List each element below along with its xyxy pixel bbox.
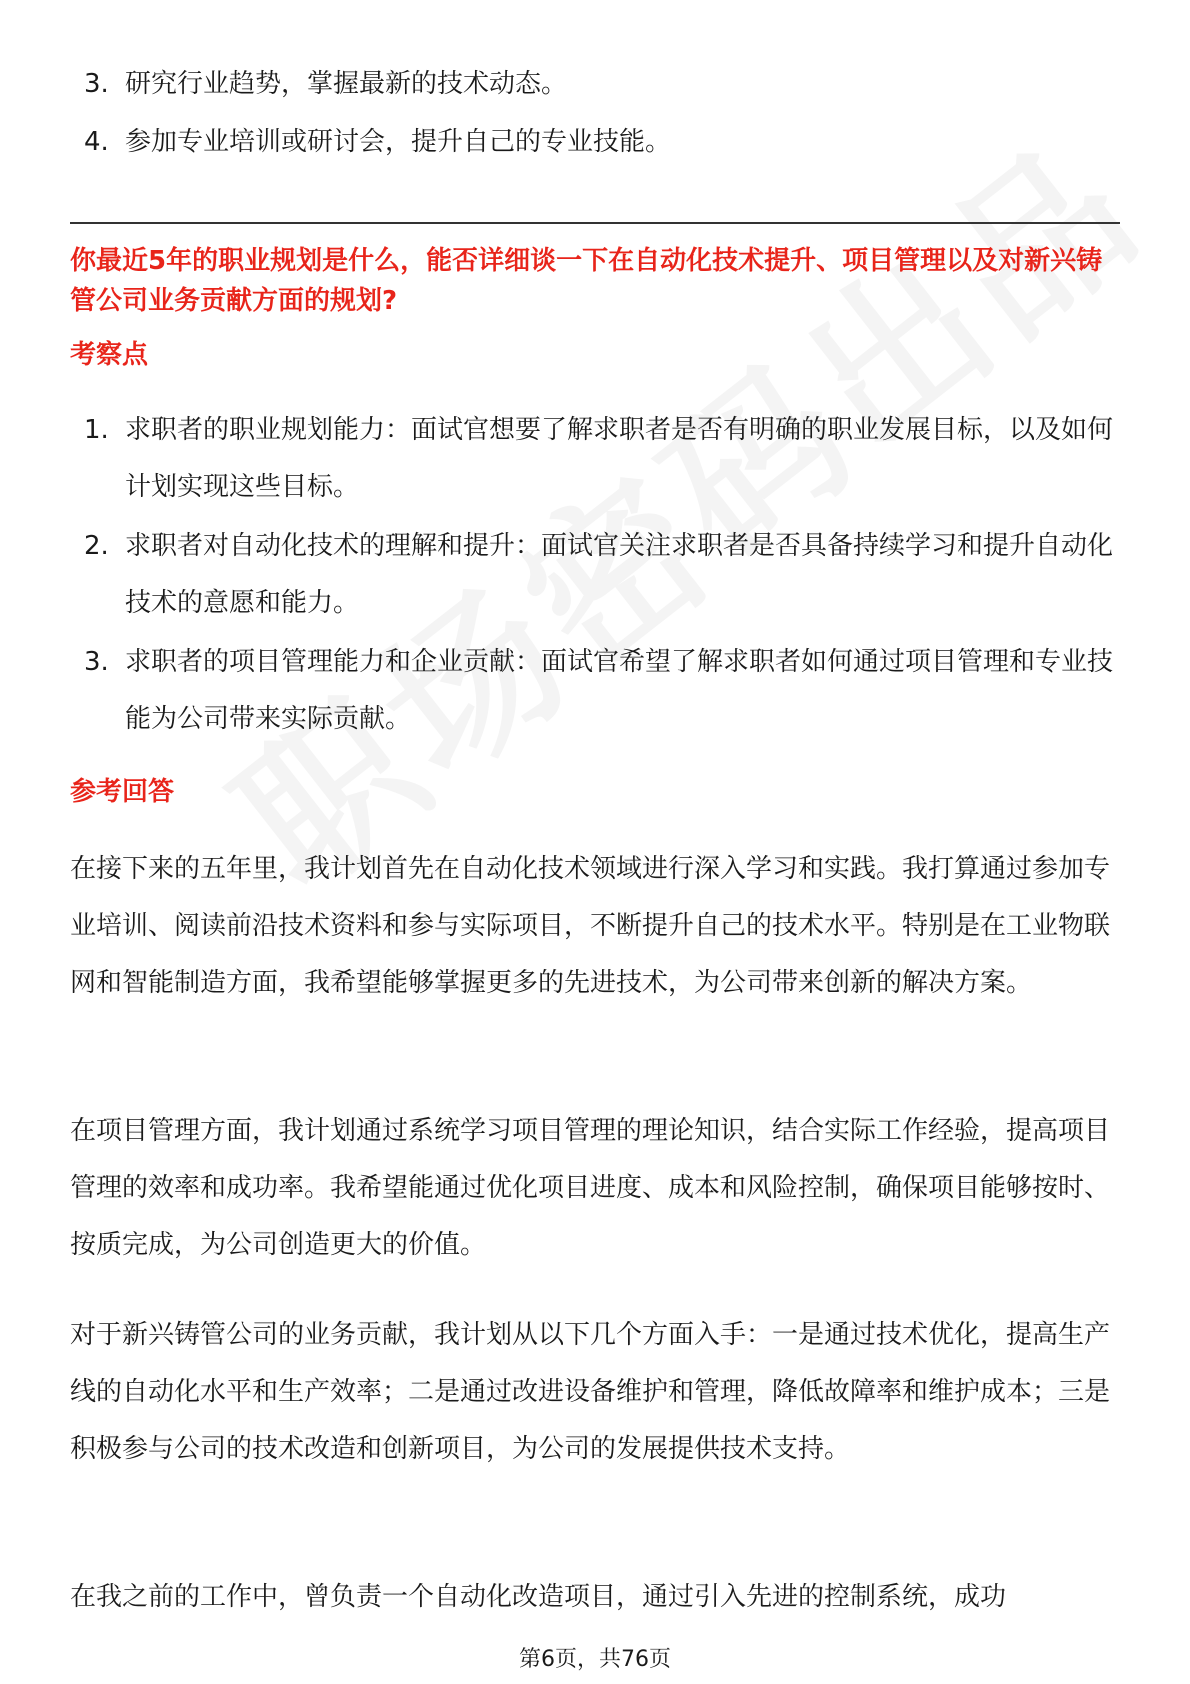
list-item	[84, 518, 1119, 632]
list-item	[84, 114, 1119, 171]
answer-paragraph: 在接下来的五年里，我计划首先在自动化技术领域进行深入学习和实践。我打算通过参加专业培训、阅读前沿技术资料和参与实际项目，不断提升自己的技术水平。特别是在工业物联网和智能制造方面，我希望能够掌握更多的先进技术，为公司带来创新的解决方案。	[70, 854, 1111, 998]
list-item	[84, 402, 1119, 516]
list-item	[84, 634, 1119, 748]
list-item	[84, 56, 1119, 113]
list-item-text: 求职者对自动化技术的理解和提升：面试官关注求职者是否具备持续学习和提升自动化技术的意愿和能力。	[125, 531, 1114, 618]
exam-points-heading: 考察点	[70, 340, 149, 370]
list-item-text: 求职者的项目管理能力和企业贡献：面试官希望了解求职者如何通过项目管理和专业技能为公司带来实际贡献。	[125, 647, 1114, 734]
exam-points-list	[84, 402, 1119, 750]
section-divider	[70, 222, 1120, 224]
list-item-text: 求职者的职业规划能力：面试官想要了解求职者是否有明确的职业发展目标，以及如何计划实现这些目标。	[125, 415, 1114, 502]
list-item-number: 2.	[84, 531, 109, 561]
reference-answer-heading: 参考回答	[70, 777, 175, 807]
answer-paragraph: 对于新兴铸管公司的业务贡献，我计划从以下几个方面入手：一是通过技术优化，提高生产线的自动化水平和生产效率；二是通过改进设备维护和管理，降低故障率和维护成本；三是积极参与公司的技术改造和创新项目，为公司的发展提供技术支持。	[70, 1320, 1111, 1464]
list-item-text: 研究行业趋势，掌握最新的技术动态。	[125, 69, 568, 99]
list-item-text: 参加专业培训或研讨会，提升自己的专业技能。	[125, 127, 672, 157]
question-heading: 你最近5年的职业规划是什么，能否详细谈一下在自动化技术提升、项目管理以及对新兴铸管公司业务贡献方面的规划?	[70, 246, 1103, 316]
list-item-number: 3.	[84, 69, 109, 99]
top-list	[84, 56, 1119, 172]
answer-paragraph: 在项目管理方面，我计划通过系统学习项目管理的理论知识，结合实际工作经验，提高项目管理的效率和成功率。我希望能通过优化项目进度、成本和风险控制，确保项目能够按时、按质完成，为公司创造更大的价值。	[70, 1116, 1111, 1260]
list-item-number: 1.	[84, 415, 109, 445]
answer-paragraph: 在我之前的工作中，曾负责一个自动化改造项目，通过引入先进的控制系统，成功	[70, 1582, 1007, 1612]
list-item-number: 3.	[84, 647, 109, 677]
page-footer: 第6页，共76页	[519, 1647, 671, 1672]
list-item-number: 4.	[84, 127, 109, 157]
